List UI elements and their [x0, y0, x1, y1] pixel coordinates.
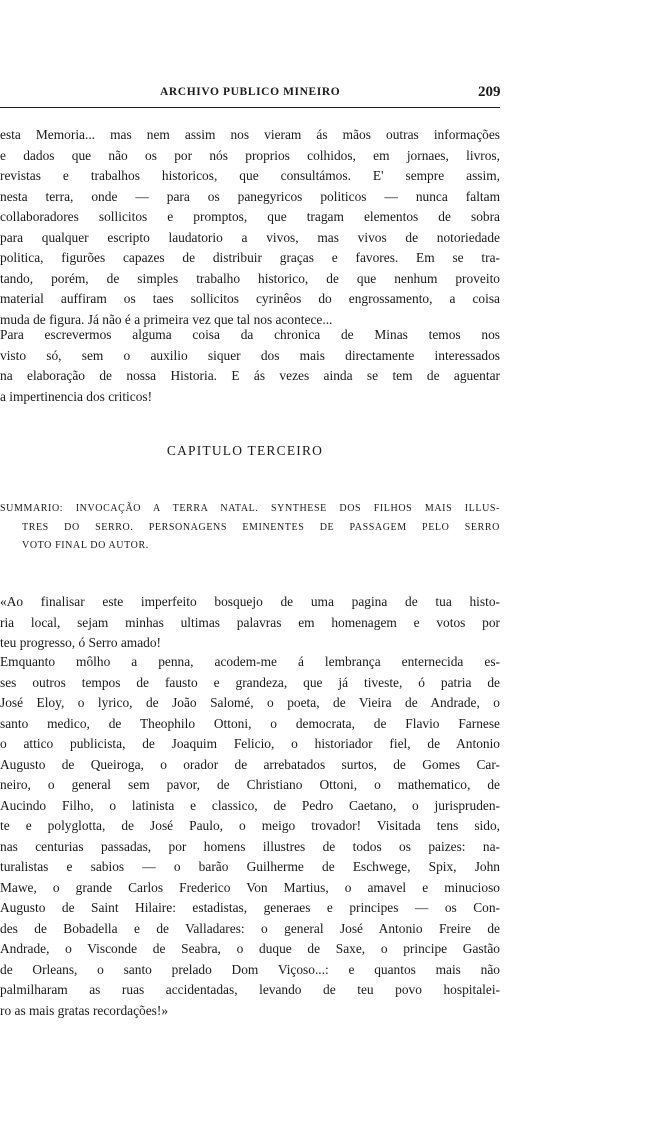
- text-line: neiro, o general sem pavor, de Christiano Ottoni, o mathematico, de: [0, 777, 500, 792]
- chapter-heading: CAPITULO TERCEIRO: [166, 443, 324, 458]
- summary-line: TRES DO SERRO. PERSONAGENS EMINENTES DE PASSAGEM PELO SERRO: [22, 521, 500, 533]
- text-line: visto só, sem o auxilio siquer dos mais directamente interessados: [0, 347, 500, 363]
- intro-paragraph: [0, 125, 500, 330]
- running-title: ARCHIVO PUBLICO MINEIRO: [160, 86, 341, 98]
- intro-paragraph-2: [0, 325, 500, 407]
- text-line: ro as mais gratas recordações!»: [0, 1002, 169, 1018]
- text-line: José Eloy, o lyrico, de João Salomé, o poeta, de Vieira de Andrade, o: [0, 695, 500, 710]
- text-line: collaboradores sollicitos e promptos, que tragam elementos de sobra: [0, 209, 500, 224]
- text-line: revistas e trabalhos historicos, que consultámos. E' sempre assim,: [0, 168, 500, 183]
- text-line: para qualquer escripto laudatorio a vivos, mas vivos de notoriedade: [0, 229, 500, 245]
- text-line: ses outros tempos de fausto e grandeza, que já tiveste, ó patria de: [0, 674, 500, 690]
- text-line: te e polyglotta, de José Paulo, o meigo trovador! Visitada tens sido,: [0, 818, 500, 833]
- text-line: a impertinencia dos criticos!: [0, 388, 153, 404]
- page-header: [0, 84, 520, 104]
- summary-line: SUMMARIO: INVOCAÇÃO A TERRA NATAL. SYNTHESE DOS FILHOS MAIS ILLUS-: [0, 503, 500, 514]
- text-line: de Orleans, o santo prelado Dom Viçoso...: e quantos mais não: [0, 961, 500, 977]
- text-line: palmilharam as ruas accidentadas, levando de teu povo hospitalei-: [0, 982, 500, 997]
- text-line: Para escrevermos alguma coisa da chronica de Minas temos nos: [0, 327, 500, 342]
- text-line: «Ao finalisar este imperfeito bosquejo de uma pagina de tua histo-: [0, 594, 500, 609]
- body-paragraph-1: [0, 592, 500, 654]
- text-line: turalistas e sabios — o barão Guilherme de Eschwege, Spix, John: [0, 859, 500, 874]
- text-line: na elaboração de nossa Historia. E ás vezes ainda se tem de aguentar: [0, 368, 500, 383]
- text-line: politica, figurões capazes de distribuir graças e favores. Em se tra-: [0, 250, 500, 265]
- header-rule: [0, 107, 500, 108]
- text-line: Aucindo Filho, o latinista e classico, de Pedro Caetano, o jurispruden-: [0, 797, 500, 813]
- text-line: Mawe, o grande Carlos Frederico Von Martius, o amavel e minucioso: [0, 879, 500, 895]
- text-line: e dados que não os por nós proprios colhidos, em jornaes, livros,: [0, 147, 500, 163]
- text-line: material auffiram os taes sollicitos cyrinêos do engrossamento, a coisa: [0, 291, 500, 306]
- text-line: Augusto de Saint Hilaire: estadistas, generaes e principes — os Con-: [0, 900, 500, 915]
- text-line: Augusto de Queiroga, o orador de arrebatados surtos, de Gomes Car-: [0, 756, 500, 772]
- text-line: Andrade, o Visconde de Seabra, o duque de Saxe, o principe Gastão: [0, 941, 500, 956]
- text-line: nesta terra, onde — para os panegyricos politicos — nunca faltam: [0, 188, 500, 204]
- text-line: des de Bobadella e de Valladares: o general José Antonio Freire de: [0, 920, 500, 936]
- page-number: 209: [478, 84, 501, 100]
- chapter-summary: [0, 500, 500, 556]
- text-line: santo medico, de Theophilo Ottoni, o democrata, de Flavio Farnese: [0, 715, 500, 731]
- text-line: ria local, sejam minhas ultimas palavras em homenagem e votos por: [0, 614, 500, 630]
- text-line: tando, porém, de simples trabalho historico, de que nenhum proveito: [0, 270, 500, 286]
- text-line: esta Memoria... mas nem assim nos vieram ás mãos outras informações: [0, 127, 500, 142]
- text-line: nas centurias passadas, por homens illustres de todos os paizes: na-: [0, 838, 500, 854]
- text-line: o attico publicista, de Joaquim Felicio, o historiador fiel, de Antonio: [0, 736, 500, 751]
- body-paragraph-2: [0, 652, 500, 1021]
- text-line: muda de figura. Já não é a primeira vez que tal nos acontece...: [0, 311, 333, 327]
- summary-line: VOTO FINAL DO AUTOR.: [22, 540, 149, 551]
- text-line: Emquanto môlho a penna, acodem-me á lembrança enternecida es-: [0, 654, 500, 669]
- text-line: teu progresso, ó Serro amado!: [0, 635, 162, 650]
